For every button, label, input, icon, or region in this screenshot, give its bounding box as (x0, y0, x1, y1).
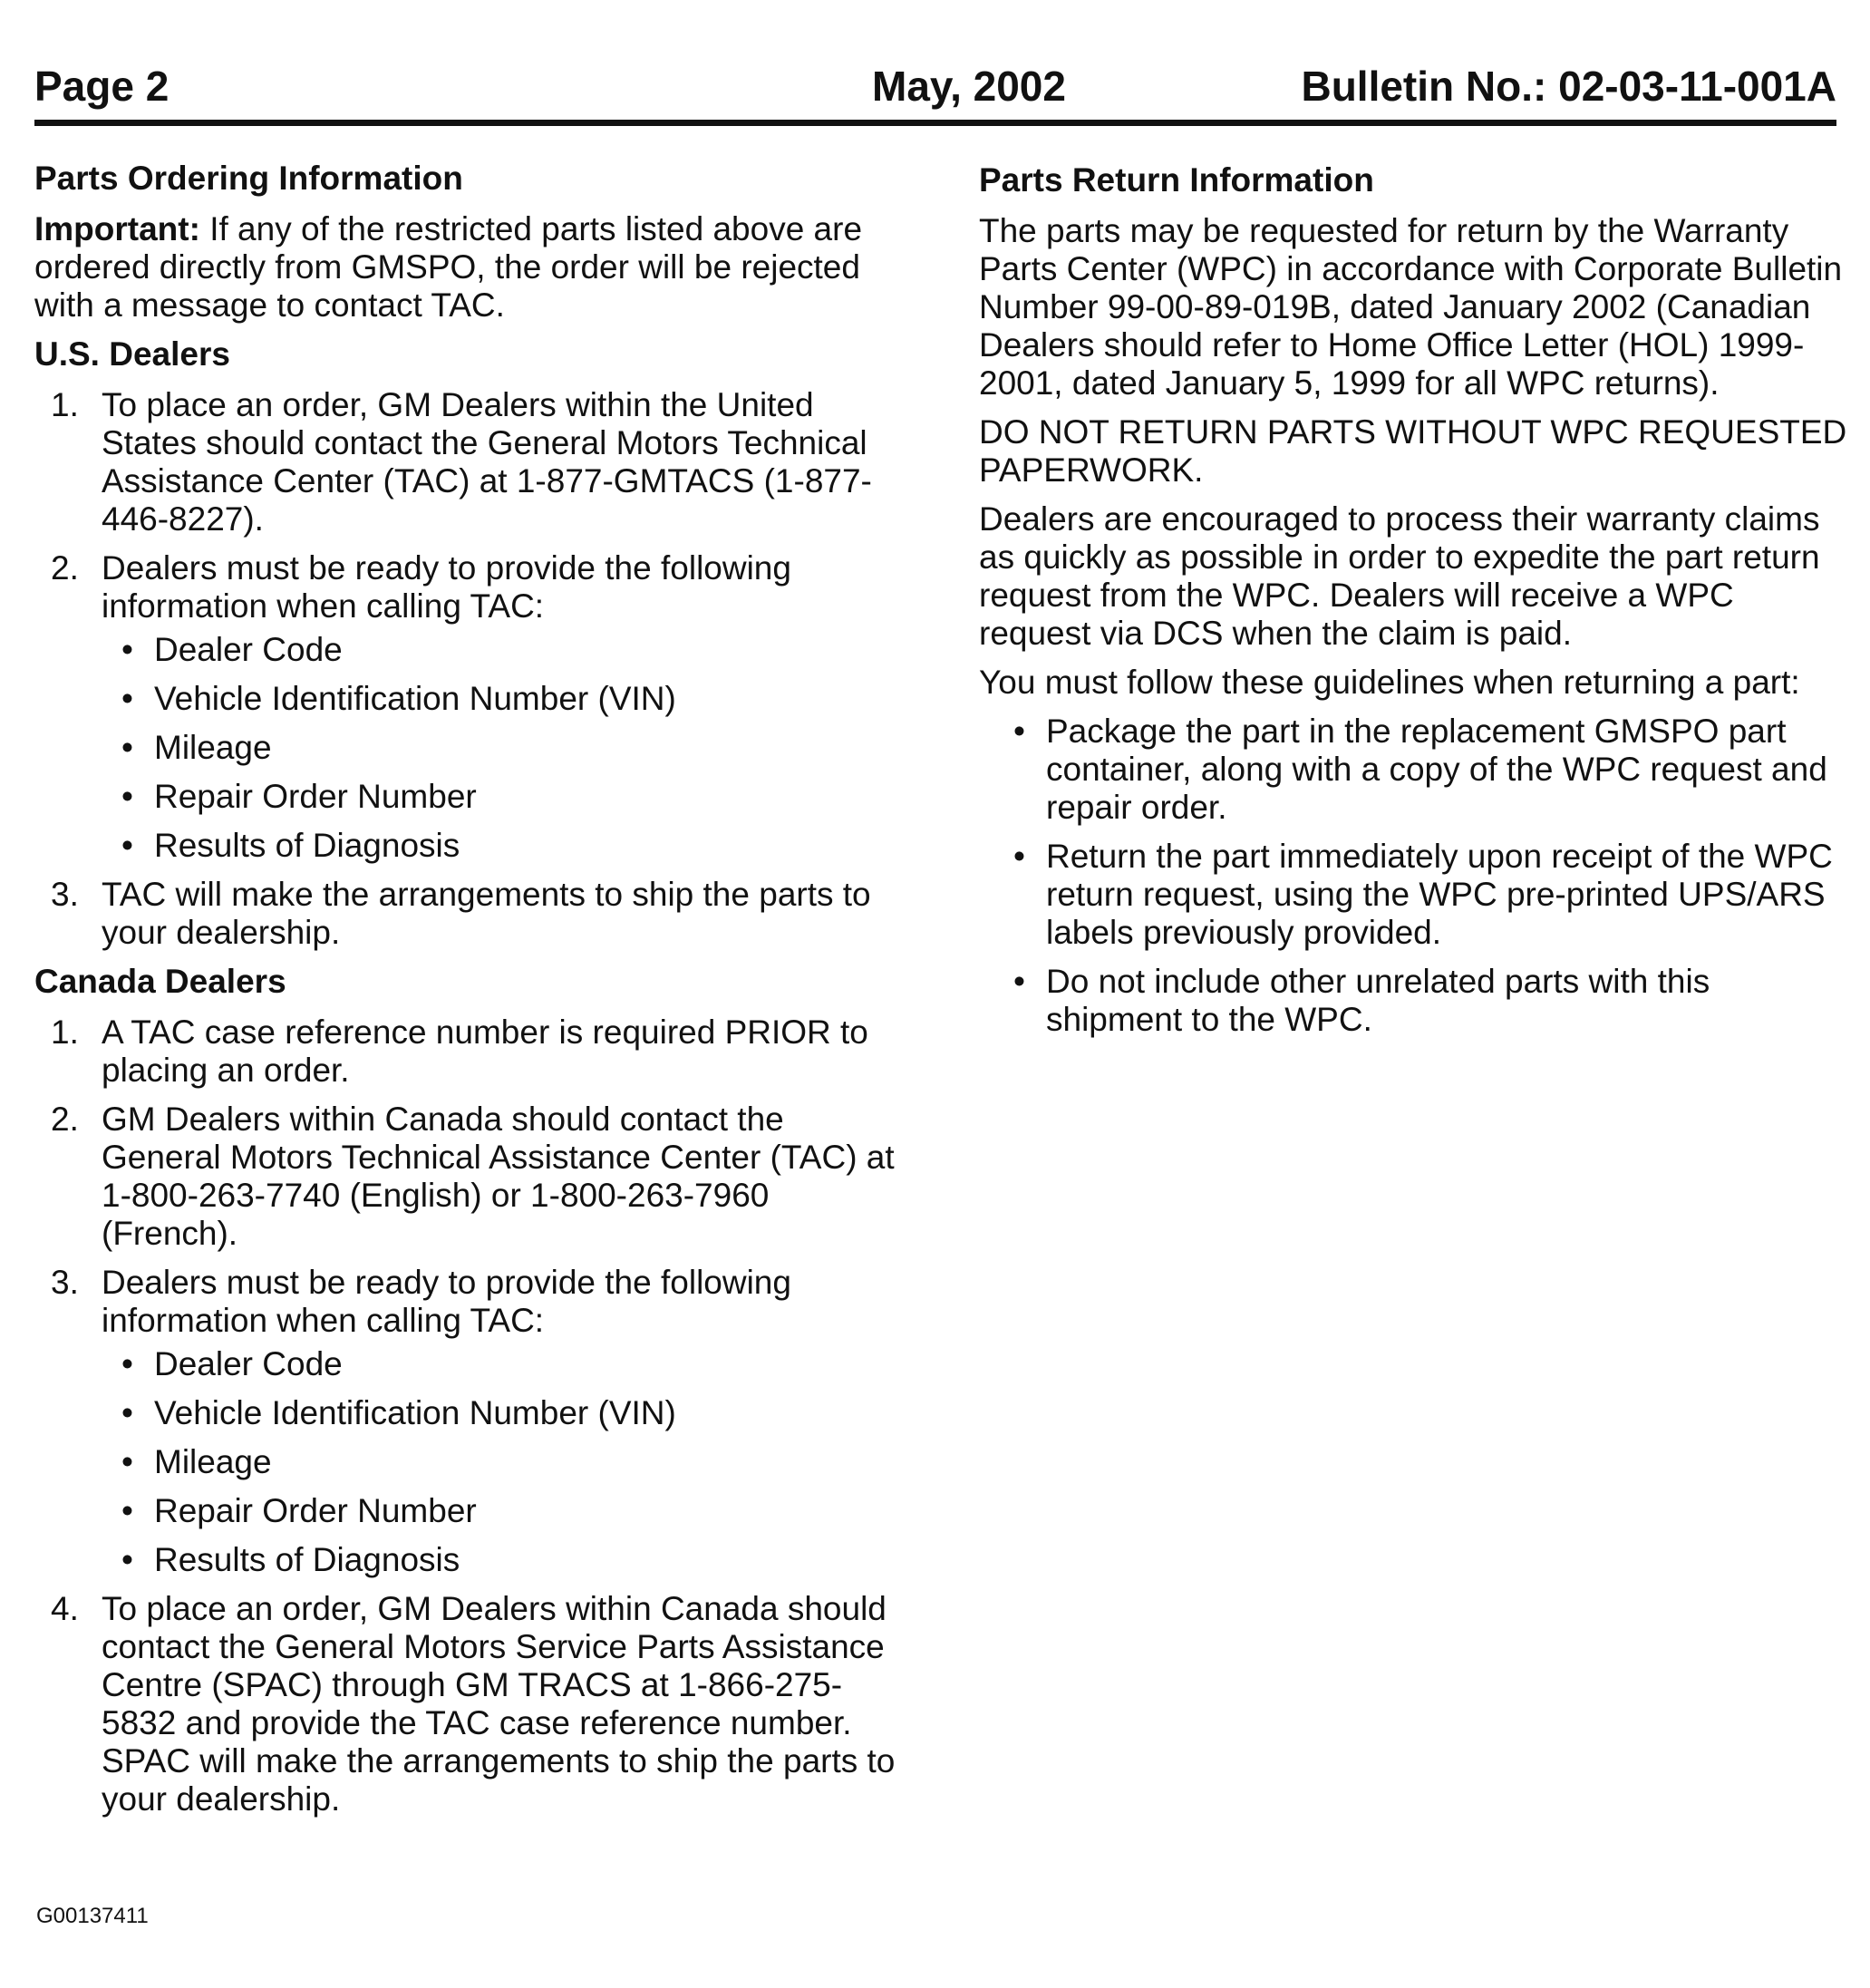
bullet-text: Repair Order Number (154, 1492, 477, 1529)
bullet-item (102, 1541, 905, 1579)
us-dealers-heading: U.S. Dealers (34, 335, 230, 373)
bullet-icon: • (121, 680, 133, 717)
bullet-text: Do not include other unrelated parts with this shipment to the WPC. (1046, 963, 1710, 1038)
list-item (34, 876, 905, 952)
bullet-text: Dealer Code (154, 631, 343, 668)
bullet-text: Results of Diagnosis (154, 1541, 460, 1578)
list-item (34, 549, 905, 865)
bullet-text: Package the part in the replacement GMSPO part container, along with a copy of the WPC request and repair order. (1046, 713, 1827, 826)
bullet-icon: • (121, 729, 133, 766)
bullet-item (102, 1443, 905, 1481)
canada-dealers-heading: Canada Dealers (34, 963, 286, 1000)
bullet-icon: • (121, 631, 133, 668)
item-text: To place an order, GM Dealers within Canada should contact the General Motors Service Parts Assistance Centre (SPAC) through GM TRACS at 1-866-275-5832 and provide the TAC case reference number. SPAC will make the arrangements to ship the parts to your dealership. (102, 1590, 896, 1818)
bullet-text: Mileage (154, 1443, 272, 1480)
bullet-text: Repair Order Number (154, 778, 477, 815)
item-text: To place an order, GM Dealers within the United States should contact the General Motors Technical Assistance Center (TAC) at 1-877-GMTACS (1-877-446-8227). (102, 386, 872, 538)
bullet-icon: • (1013, 963, 1025, 1000)
bullet-icon: • (121, 1394, 133, 1431)
bullet-text: Mileage (154, 729, 272, 766)
list-item (34, 386, 905, 538)
parts-return-heading: Parts Return Information (979, 161, 1374, 199)
figure-id: G00137411 (36, 1904, 149, 1928)
us-dealers-list (34, 386, 905, 952)
list-item (34, 1101, 905, 1253)
list-item (34, 1013, 905, 1090)
bullet-icon: • (121, 1345, 133, 1382)
item-number: 2. (51, 549, 79, 587)
item-text: TAC will make the arrangements to ship the parts to your dealership. (102, 876, 871, 951)
page-header (34, 62, 1836, 126)
page-number: Page 2 (34, 63, 170, 110)
bullet-icon: • (1013, 838, 1025, 875)
return-guidelines-list (979, 713, 1849, 1039)
bullet-icon: • (1013, 713, 1025, 750)
item-text: Dealers must be ready to provide the following information when calling TAC: (102, 549, 791, 625)
bullet-icon: • (121, 1492, 133, 1529)
guidelines-intro: You must follow these guidelines when returning a part: (979, 664, 1800, 701)
bulletin-number: Bulletin No.: 02-03-11-001A (1301, 63, 1836, 110)
item-text: A TAC case reference number is required PRIOR to placing an order. (102, 1013, 868, 1089)
bullet-item (102, 680, 905, 718)
item-number: 2. (51, 1101, 79, 1138)
bullet-item (102, 631, 905, 669)
bullet-item (102, 827, 905, 865)
canada-info-bullets (102, 1345, 905, 1579)
item-text: Dealers must be ready to provide the following information when calling TAC: (102, 1264, 791, 1339)
important-text: If any of the restricted parts listed above are ordered directly from GMSPO, the order will be rejected with a message to contact TAC. (34, 210, 863, 324)
canada-dealers-list (34, 1013, 905, 1818)
bullet-item (102, 1345, 905, 1383)
bullet-text: Return the part immediately upon receipt of the WPC return request, using the WPC pre-printed UPS/ARS labels previously provided. (1046, 838, 1833, 951)
important-label: Important: (34, 210, 200, 247)
warning-paragraph: DO NOT RETURN PARTS WITHOUT WPC REQUESTED PAPERWORK. (979, 413, 1847, 489)
parts-ordering-heading: Parts Ordering Information (34, 160, 463, 197)
list-item (34, 1264, 905, 1579)
bullet-item (102, 778, 905, 816)
bullet-icon: • (121, 778, 133, 815)
return-paragraph: The parts may be requested for return by the Warranty Parts Center (WPC) in accordance with Corporate Bulletin Number 99-00-89-019B, dated January 2002 (Canadian Dealers should refer to Home Office Letter (HOL) 1999-2001, dated January 5, 1999 for all WPC returns). (979, 212, 1843, 402)
item-number: 3. (51, 1264, 79, 1301)
bullet-item (102, 729, 905, 767)
bullet-text: Dealer Code (154, 1345, 343, 1382)
bullet-icon: • (121, 827, 133, 864)
item-number: 1. (51, 1013, 79, 1051)
left-column (34, 160, 905, 1829)
bullet-icon: • (121, 1443, 133, 1480)
bullet-item (102, 1492, 905, 1530)
important-note (34, 210, 905, 325)
item-text: GM Dealers within Canada should contact the General Motors Technical Assistance Center (TAC) at 1-800-263-7740 (English) or 1-800-263-7960 (French). (102, 1101, 895, 1252)
bullet-item (102, 1394, 905, 1432)
bullet-item (979, 838, 1849, 952)
item-number: 3. (51, 876, 79, 913)
item-number: 4. (51, 1590, 79, 1627)
us-info-bullets (102, 631, 905, 865)
bullet-text: Vehicle Identification Number (VIN) (154, 1394, 676, 1431)
item-number: 1. (51, 386, 79, 423)
bullet-text: Results of Diagnosis (154, 827, 460, 864)
bullet-icon: • (121, 1541, 133, 1578)
bullet-text: Vehicle Identification Number (VIN) (154, 680, 676, 717)
claims-paragraph: Dealers are encouraged to process their warranty claims as quickly as possible in order to expedite the part return request from the WPC. Dealers will receive a WPC request via DCS when the claim is paid. (979, 500, 1820, 652)
bullet-item (979, 963, 1849, 1039)
bulletin-date: May, 2002 (872, 63, 1066, 110)
list-item (34, 1590, 905, 1818)
right-column (979, 161, 1849, 1050)
bullet-item (979, 713, 1849, 827)
